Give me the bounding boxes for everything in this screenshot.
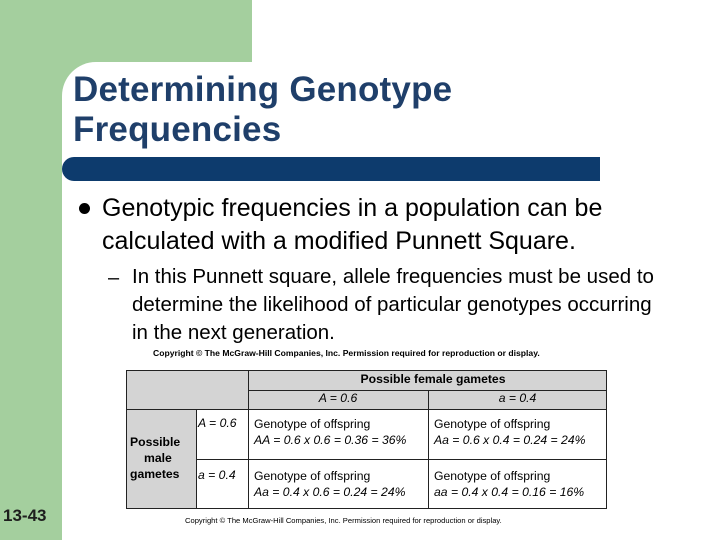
slide-title-line-2: Frequencies (73, 110, 282, 149)
grid-line (126, 370, 607, 371)
copyright-notice-bottom: Copyright © The McGraw-Hill Companies, Inc. Permission required for reproduction or display. (185, 516, 502, 525)
slide-title (73, 70, 633, 150)
bullet-genotypic-frequencies: Genotypic frequencies in a population can be calculated with a modified Punnett Square. (102, 194, 603, 255)
slide-number: 13-43 (3, 506, 47, 525)
grid-line (248, 370, 249, 509)
grid-line (126, 409, 607, 410)
male-gamete-A: A = 0.6 (198, 416, 237, 430)
cell-aa-label: Genotype of offspring (434, 469, 551, 483)
male-header-line-3: gametes (130, 467, 180, 481)
grid-line (428, 390, 429, 509)
cell-Aa-bottom-label: Genotype of offspring (254, 469, 371, 483)
cell-Aa-top-value: Aa = 0.6 x 0.4 = 0.24 = 24% (434, 433, 586, 447)
punnett-cell-AA (248, 416, 428, 456)
cell-AA-label: Genotype of offspring (254, 417, 371, 431)
female-gamete-A: A = 0.6 (318, 391, 358, 405)
cell-Aa-top-label: Genotype of offspring (434, 417, 551, 431)
sub-bullet-dash: – (108, 267, 120, 289)
male-gametes-header (126, 434, 194, 494)
grid-line (606, 370, 607, 509)
cell-AA-value: AA = 0.6 x 0.6 = 0.36 = 36% (254, 433, 407, 447)
male-header-line-2: male (144, 451, 172, 465)
female-gametes-header: Possible female gametes (360, 372, 506, 386)
punnett-cell-Aa-bottom (248, 468, 428, 508)
punnett-square-table (126, 370, 607, 509)
slide-title-line-1: Determining Genotype (73, 70, 453, 109)
sub-bullet-allele-frequencies: In this Punnett square, allele frequencies must be used to determine the likelihood of particular genotypes occurring in the next generation. (132, 265, 654, 344)
male-gamete-a: a = 0.4 (198, 468, 236, 482)
cell-aa-value: aa = 0.4 x 0.4 = 0.16 = 16% (434, 485, 585, 499)
female-gamete-a: a = 0.4 (498, 391, 537, 405)
cell-Aa-bottom-value: Aa = 0.4 x 0.6 = 0.24 = 24% (254, 485, 406, 499)
copyright-notice-top: Copyright © The McGraw-Hill Companies, Inc. Permission required for reproduction or display. (153, 348, 540, 358)
grid-line (126, 508, 607, 509)
punnett-cell-aa (428, 468, 607, 508)
grid-line (126, 370, 127, 509)
title-underline-bar (62, 157, 600, 181)
punnett-cell-Aa-top (428, 416, 607, 456)
male-header-line-1: Possible (130, 435, 181, 449)
grid-line (196, 459, 607, 460)
grid-line (196, 409, 197, 509)
bullet-dot-icon (79, 203, 90, 214)
